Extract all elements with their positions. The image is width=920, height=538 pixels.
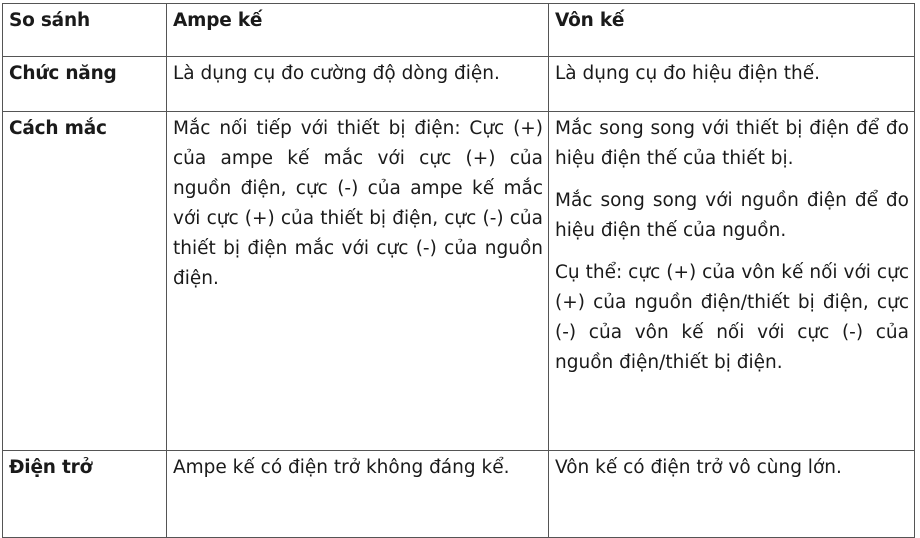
- voltmeter-connection-cell: [549, 112, 915, 451]
- header-voltmeter: Vôn kế: [549, 4, 915, 57]
- header-compare: So sánh: [3, 4, 167, 57]
- voltmeter-resistance-text: Vôn kế có điện trở vô cùng lớn.: [555, 457, 842, 478]
- row-label-function: Chức năng: [3, 57, 167, 112]
- comparison-table: [2, 3, 915, 538]
- table-row-connection: [3, 112, 915, 451]
- ammeter-resistance-cell: Ampe kế có điện trở không đáng kể.: [167, 451, 549, 538]
- header-ammeter: Ampe kế: [167, 4, 549, 57]
- voltmeter-connection-paragraph: Mắc song song với nguồn điện để đo hiệu điện thế của nguồn.: [555, 190, 909, 241]
- ammeter-connection-cell: Mắc nối tiếp với thiết bị điện: Cực (+) của ampe kế mắc với cực (+) của nguồn điện, cực (-) của ampe kế mắc với cực (+) của thiết bị điện, cực (-) của thiết bị điện mắc với cực (-) của nguồn điện.: [167, 112, 549, 451]
- voltmeter-resistance-cell: [549, 451, 915, 538]
- table-header-row: [3, 4, 915, 57]
- voltmeter-function-cell: [549, 57, 915, 112]
- voltmeter-connection-paragraph: Mắc song song với thiết bị điện để đo hiệu điện thế của thiết bị.: [555, 118, 909, 169]
- voltmeter-function-text: Là dụng cụ đo hiệu điện thế.: [555, 63, 821, 84]
- ammeter-function-cell: Là dụng cụ đo cường độ dòng điện.: [167, 57, 549, 112]
- row-label-connection: Cách mắc: [3, 112, 167, 451]
- table-row-resistance: [3, 451, 915, 538]
- voltmeter-connection-paragraph: Cụ thể: cực (+) của vôn kế nối với cực (+) của nguồn điện/thiết bị điện, cực (-) của vôn kế nối với cực (-) của nguồn điện/thiết bị điện.: [555, 262, 909, 373]
- comparison-table-container: [2, 3, 915, 538]
- row-label-resistance: Điện trở: [3, 451, 167, 538]
- table-row-function: [3, 57, 915, 112]
